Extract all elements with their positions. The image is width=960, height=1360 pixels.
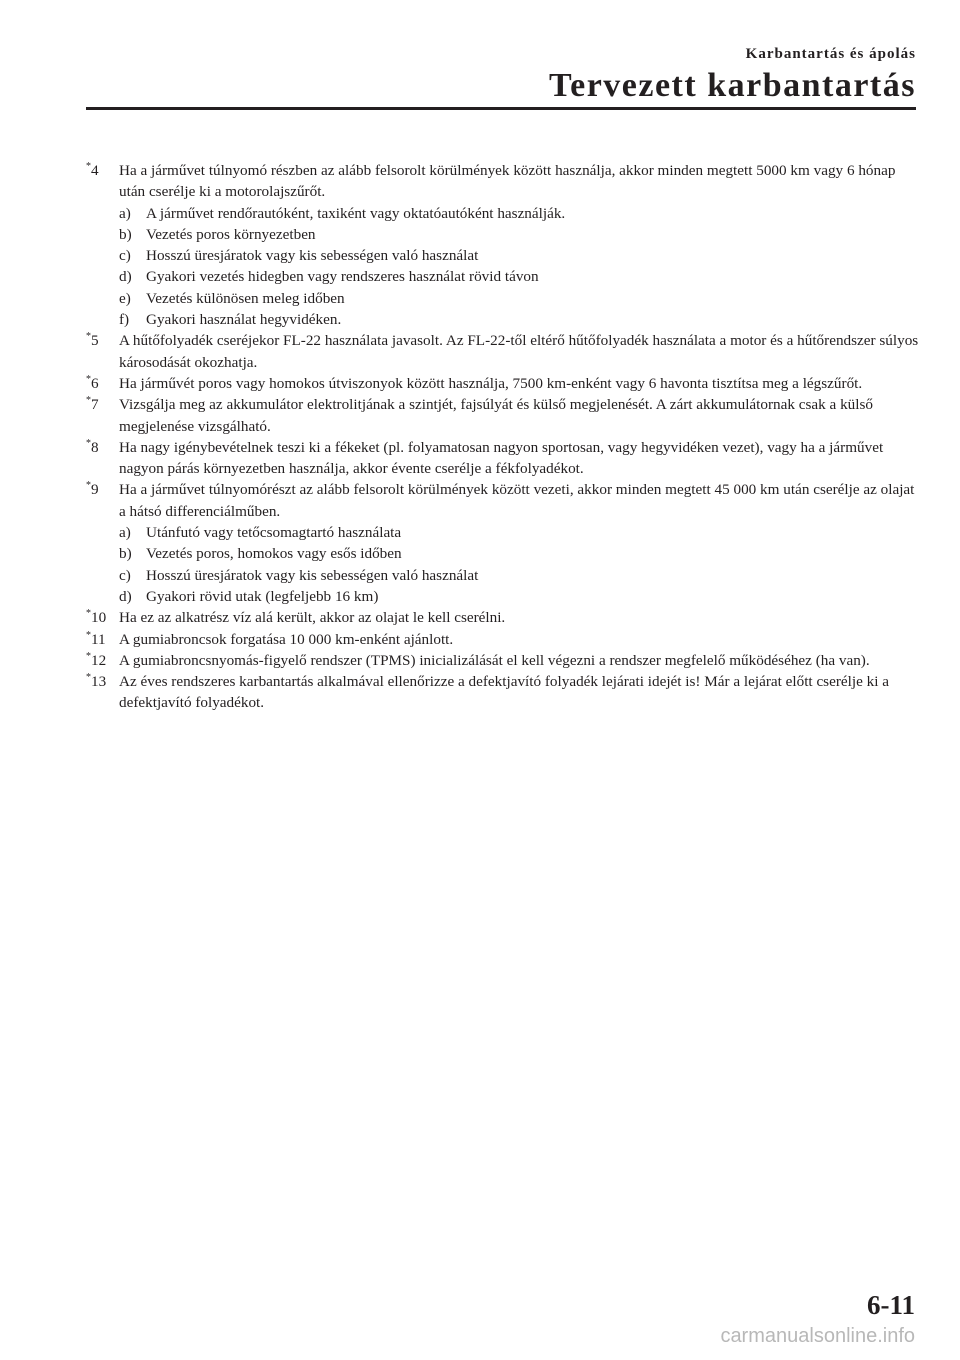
footnote-number bbox=[86, 671, 119, 714]
footnote-item bbox=[86, 607, 920, 628]
condition-letter: c) bbox=[119, 247, 131, 265]
footnote-asterisk: * bbox=[86, 437, 91, 449]
footnote-number bbox=[86, 160, 119, 330]
header-rule bbox=[86, 107, 916, 110]
footnote-item bbox=[86, 650, 920, 671]
footnote-number-text: 7 bbox=[91, 396, 99, 414]
condition-item bbox=[119, 586, 920, 607]
condition-letter: e) bbox=[119, 289, 131, 307]
condition-item bbox=[119, 543, 920, 564]
condition-letter: c) bbox=[119, 566, 131, 584]
footnote-number-text: 12 bbox=[91, 651, 107, 669]
footnote-asterisk: * bbox=[86, 650, 91, 662]
condition-letter: a) bbox=[119, 524, 131, 542]
footnote-asterisk: * bbox=[86, 480, 91, 492]
condition-letter: d) bbox=[119, 587, 132, 605]
condition-item bbox=[119, 522, 920, 543]
condition-item bbox=[119, 245, 920, 266]
footnote-item bbox=[86, 629, 920, 650]
footnote-number-text: 13 bbox=[91, 673, 107, 691]
condition-item bbox=[119, 203, 920, 224]
footnote-body bbox=[119, 650, 920, 671]
condition-item bbox=[119, 288, 920, 309]
footnote-body bbox=[119, 373, 920, 394]
footnote-number bbox=[86, 330, 119, 373]
footnote-text: Vizsgálja meg az akkumulátor elektrolitjának a szintjét, fajsúlyát és külső megjelenését. A zárt akkumulátornak csak a külső megjelenése vizsgálható. bbox=[119, 396, 874, 435]
footnote-asterisk: * bbox=[86, 395, 91, 407]
footnote-number-text: 5 bbox=[91, 332, 99, 350]
footnote-body bbox=[119, 437, 920, 480]
footnote-text: Ha a járművet túlnyomórészt az alább felsorolt körülmények között vezeti, akkor minden megtett 45 000 km után cserélje az olajat a hátsó differenciálműben. bbox=[119, 481, 915, 520]
footnote-number bbox=[86, 394, 119, 437]
condition-text: A járművet rendőrautóként, taxiként vagy oktatóautóként használják. bbox=[146, 204, 566, 222]
condition-text: Vezetés különösen meleg időben bbox=[146, 289, 345, 307]
condition-text: Gyakori használat hegyvidéken. bbox=[146, 311, 342, 329]
watermark: carmanualsonline.info bbox=[720, 1325, 915, 1347]
footnote-number-text: 11 bbox=[91, 630, 106, 648]
condition-letter: f) bbox=[119, 311, 130, 329]
condition-letter: a) bbox=[119, 204, 131, 222]
footnote-number bbox=[86, 629, 119, 650]
condition-letter: b) bbox=[119, 545, 132, 563]
footnote-item bbox=[86, 330, 920, 373]
footnote-asterisk: * bbox=[86, 373, 91, 385]
condition-item bbox=[119, 224, 920, 245]
footnote-number bbox=[86, 373, 119, 394]
footnote-body bbox=[119, 160, 920, 330]
footnote-text: A gumiabroncsnyomás-figyelő rendszer (TPMS) inicializálását el kell végezni a rendszer megfelelő működéséhez (ha van). bbox=[119, 651, 870, 669]
footnote-text: A hűtőfolyadék cseréjekor FL-22 használata javasolt. Az FL-22-től eltérő hűtőfolyadék használata a motor és a hűtőrendszer súlyos károsodását okozhatja. bbox=[119, 332, 919, 371]
footnote-item bbox=[86, 671, 920, 714]
footnote-item bbox=[86, 160, 920, 330]
footnote-number-text: 4 bbox=[91, 162, 99, 179]
footnote-body bbox=[119, 330, 920, 373]
footnote-text: Ha ez az alkatrész víz alá került, akkor az olajat le kell cserélni. bbox=[119, 609, 506, 627]
footnote-body bbox=[119, 671, 920, 714]
footnote-item bbox=[86, 373, 920, 394]
footnote-number-text: 9 bbox=[91, 481, 99, 499]
footnote-text: Az éves rendszeres karbantartás alkalmával ellenőrizze a defektjavító folyadék lejárati idejét is! Már a lejárat előtt cserélje ki a defektjavító folyadékot. bbox=[119, 673, 889, 712]
condition-item bbox=[119, 266, 920, 287]
condition-item bbox=[119, 309, 920, 330]
footnote-text: Ha járművét poros vagy homokos útviszonyok között használja, 7500 km-enként vagy 6 havonta tisztítsa meg a légszűrőt. bbox=[119, 374, 863, 392]
condition-text: Gyakori vezetés hidegben vagy rendszeres használat rövid távon bbox=[146, 268, 539, 286]
footnote-number-text: 10 bbox=[91, 609, 107, 627]
footnote-number-text: 6 bbox=[91, 374, 99, 392]
page-header bbox=[40, 46, 916, 105]
footnote-asterisk: * bbox=[86, 608, 91, 620]
section-title: Karbantartás és ápolás bbox=[745, 46, 916, 62]
page-number: 6-11 bbox=[866, 1290, 915, 1320]
condition-item bbox=[119, 565, 920, 586]
condition-text: Utánfutó vagy tetőcsomagtartó használata bbox=[146, 524, 402, 542]
footnote-number bbox=[86, 607, 119, 628]
condition-text: Hosszú üresjáratok vagy kis sebességen való használat bbox=[146, 247, 479, 265]
footnote-item bbox=[86, 437, 920, 480]
footnote-list bbox=[86, 160, 920, 714]
condition-text: Hosszú üresjáratok vagy kis sebességen való használat bbox=[146, 566, 479, 584]
footnote-asterisk: * bbox=[86, 161, 91, 172]
condition-text: Vezetés poros környezetben bbox=[146, 225, 316, 243]
footnote-number bbox=[86, 479, 119, 607]
footnote-body bbox=[119, 479, 920, 607]
footnote-number bbox=[86, 650, 119, 671]
footnote-asterisk: * bbox=[86, 629, 91, 641]
footnote-item bbox=[86, 479, 920, 607]
footnote-item bbox=[86, 394, 920, 437]
footnote-text: A gumiabroncsok forgatása 10 000 km-enként ajánlott. bbox=[119, 630, 454, 648]
page-title: Tervezett karbantartás bbox=[549, 67, 916, 104]
condition-text: Vezetés poros, homokos vagy esős időben bbox=[146, 545, 402, 563]
footnote-asterisk: * bbox=[86, 331, 91, 343]
condition-text: Gyakori rövid utak (legfeljebb 16 km) bbox=[146, 587, 379, 605]
condition-letter: d) bbox=[119, 268, 132, 286]
footnote-body bbox=[119, 394, 920, 437]
footnote-body bbox=[119, 607, 920, 628]
footnote-text: Ha a járművet túlnyomó részben az alább felsorolt körülmények között használja, akkor minden megtett 5000 km vagy 6 hónap után cserélje ki a motorolajszűrőt. bbox=[119, 162, 896, 201]
footnote-text: Ha nagy igénybevételnek teszi ki a fékeket (pl. folyamatosan nagyon sportosan, vagy hegyvidéken vezet), vagy ha a járművet nagyon párás környezetben használja, akkor évente cserélje a fékfolyadékot. bbox=[119, 438, 884, 478]
footnote-number bbox=[86, 437, 119, 480]
footnote-body bbox=[119, 629, 920, 650]
condition-letter: b) bbox=[119, 225, 132, 243]
footnote-asterisk: * bbox=[86, 672, 91, 684]
footnote-number-text: 8 bbox=[91, 438, 99, 456]
